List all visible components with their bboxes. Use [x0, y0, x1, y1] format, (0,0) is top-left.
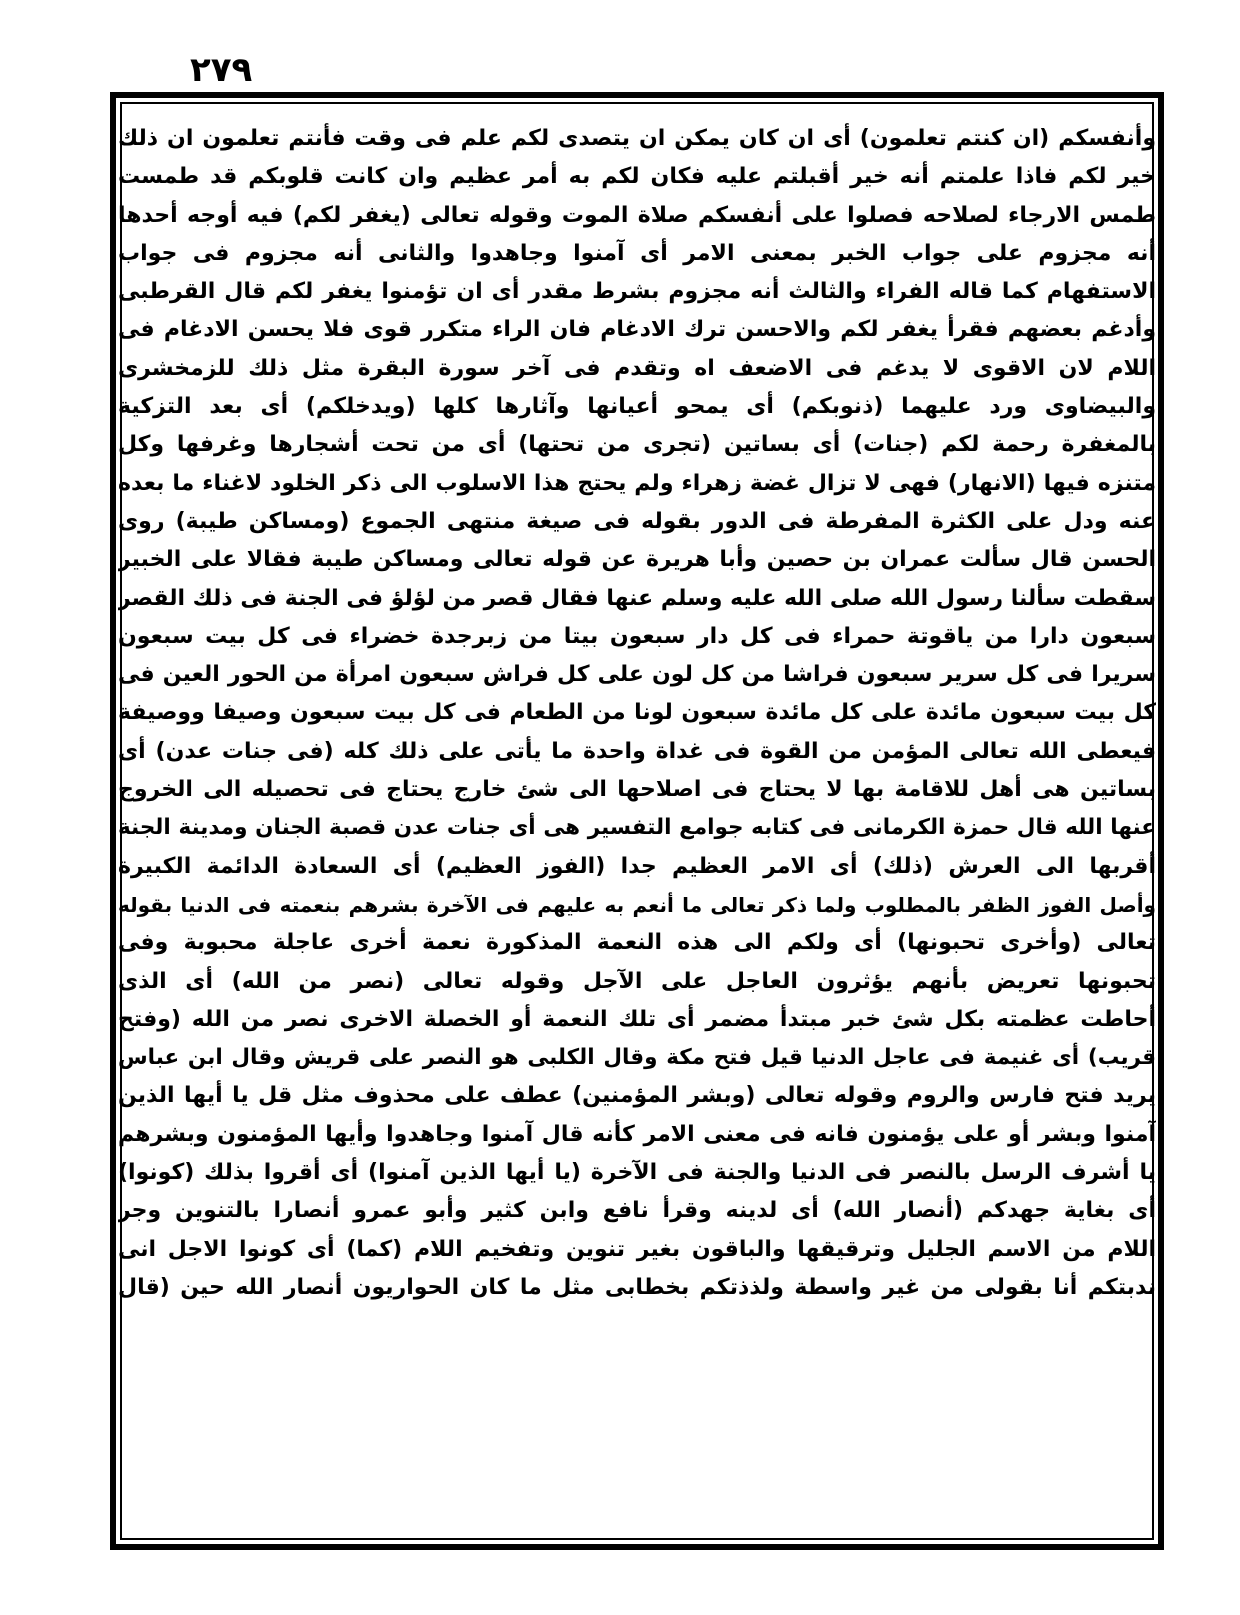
text-line: تعالى (وأخرى تحبونها) أى ولكم الى هذه النعمة المذكورة نعمة أخرى عاجلة محبوبة وفى	[118, 930, 1156, 956]
text-line: أقربها الى العرش (ذلك) أى الامر العظيم جدا (الفوز العظيم) أى السعادة الدائمة الكبيرة	[118, 853, 1156, 879]
text-line: سريرا فى كل سرير سبعون فراشا من كل لون على كل فراش سبعون امرأة من الحور العين فى	[118, 662, 1156, 688]
text-line: سقطت سألنا رسول الله صلى الله عليه وسلم عنها فقال قصر من لؤلؤ فى الجنة فى ذلك القصر	[118, 585, 1156, 611]
text-line: سبعون دارا من ياقوتة حمراء فى كل دار سبعون بيتا من زبرجدة خضراء فى كل بيت سبعون	[118, 623, 1156, 649]
text-line: اللام لان الاقوى لا يدغم فى الاضعف اه وتقدم فى آخر سورة البقرة مثل ذلك للزمخشرى	[118, 355, 1156, 381]
text-line: والبيضاوى ورد عليهما (ذنوبكم) أى يمحو أعيانها وآثارها كلها (ويدخلكم) أى بعد التزكية	[118, 394, 1156, 420]
text-line: متنزه فيها (الانهار) فهى لا تزال غضة زهراء ولم يحتج هذا الاسلوب الى ذكر الخلود لاغناء ما بعده	[118, 470, 1156, 496]
text-line: تحبونها تعريض بأنهم يؤثرون العاجل على الآجل وقوله تعالى (نصر من الله) أى الذى	[118, 968, 1156, 994]
text-line: خير لكم فاذا علمتم أنه خير أقبلتم عليه فكان لكم به أمر عظيم وان كانت قلوبكم قد طمست	[118, 164, 1156, 190]
text-line: طمس الارجاء لصلاحه فصلوا على أنفسكم صلاة الموت وقوله تعالى (يغفر لكم) فيه أوجه أحدها	[118, 202, 1156, 228]
text-line: اللام من الاسم الجليل وترقيقها والباقون بغير تنوين وتفخيم اللام (كما) أى كونوا الاجل انى	[118, 1236, 1156, 1262]
text-line: عنه ودل على الكثرة المفرطة فى الدور بقوله فى صيغة منتهى الجموع (ومساكن طيبة) روى	[118, 508, 1156, 534]
text-line: وأنفسكم (ان كنتم تعلمون) أى ان كان يمكن ان يتصدى لكم علم فى وقت فأنتم تعلمون ان ذلك	[118, 126, 1156, 151]
text-line: قريب) أى غنيمة فى عاجل الدنيا قيل فتح مكة وقال الكلبى هو النصر على قريش وقال ابن عباس	[118, 1045, 1156, 1071]
text-line: بساتين هى أهل للاقامة بها لا يحتاج فى اصلاحها الى شئ خارج يحتاج فى تحصيله الى الخروج	[118, 777, 1156, 803]
body-text	[118, 120, 1156, 1538]
text-line: فيعطى الله تعالى المؤمن من القوة فى غداة واحدة ما يأتى على ذلك كله (فى جنات عدن) أى	[118, 738, 1156, 764]
text-line: آمنوا وبشر أو على يؤمنون فانه فى معنى الامر كأنه قال آمنوا وجاهدوا وأيها المؤمنون وبشرهم	[118, 1121, 1156, 1147]
text-line: عنها الله قال حمزة الكرمانى فى كتابه جوامع التفسير هى أى جنات عدن قصبة الجنان ومدينة الجنة	[118, 815, 1156, 841]
text-line: وأصل الفوز الظفر بالمطلوب ولما ذكر تعالى ما أنعم به عليهم فى الآخرة بشرهم بنعمته فى الدنيا بقوله	[118, 892, 1156, 917]
text-line: بالمغفرة رحمة لكم (جنات) أى بساتين (تجرى من تحتها) أى من تحت أشجارها وغرفها وكل	[118, 432, 1156, 458]
text-line: الحسن قال سألت عمران بن حصين وأبا هريرة عن قوله تعالى ومساكن طيبة فقالا على الخبير	[118, 547, 1156, 573]
text-line: وأدغم بعضهم فقرأ يغفر لكم والاحسن ترك الادغام فان الراء متكرر قوى فلا يحسن الادغام فى	[118, 317, 1156, 343]
text-line: يريد فتح فارس والروم وقوله تعالى (وبشر المؤمنين) عطف على محذوف مثل قل يا أيها الذين	[118, 1083, 1156, 1109]
text-line: أحاطت عظمته بكل شئ خبر مبتدأ مضمر أى تلك النعمة أو الخصلة الاخرى نصر من الله (وفتح	[118, 1006, 1156, 1032]
text-line: يا أشرف الرسل بالنصر فى الدنيا والجنة فى الآخرة (يا أيها الذين آمنوا) أى أقروا بذلك (كونوا)	[118, 1160, 1156, 1186]
text-line: الاستفهام كما قاله الفراء والثالث أنه مجزوم بشرط مقدر أى ان تؤمنوا يغفر لكم قال القرطبى	[118, 279, 1156, 305]
text-line: ندبتكم أنا بقولى من غير واسطة ولذذتكم بخطابى مثل ما كان الحواريون أنصار الله حين (قال	[118, 1274, 1156, 1300]
text-line: أنه مجزوم على جواب الخبر بمعنى الامر أى آمنوا وجاهدوا والثانى أنه مجزوم فى جواب	[118, 240, 1156, 266]
text-line: أى بغاية جهدكم (أنصار الله) أى لدينه وقرأ نافع وابن كثير وأبو عمرو أنصارا بالتنوين وجر	[118, 1198, 1156, 1224]
text-line: كل بيت سبعون مائدة على كل مائدة سبعون لونا من الطعام فى كل بيت سبعون وصيفا ووصيفة	[118, 700, 1156, 726]
page-number: ٢٧٩	[190, 50, 253, 90]
